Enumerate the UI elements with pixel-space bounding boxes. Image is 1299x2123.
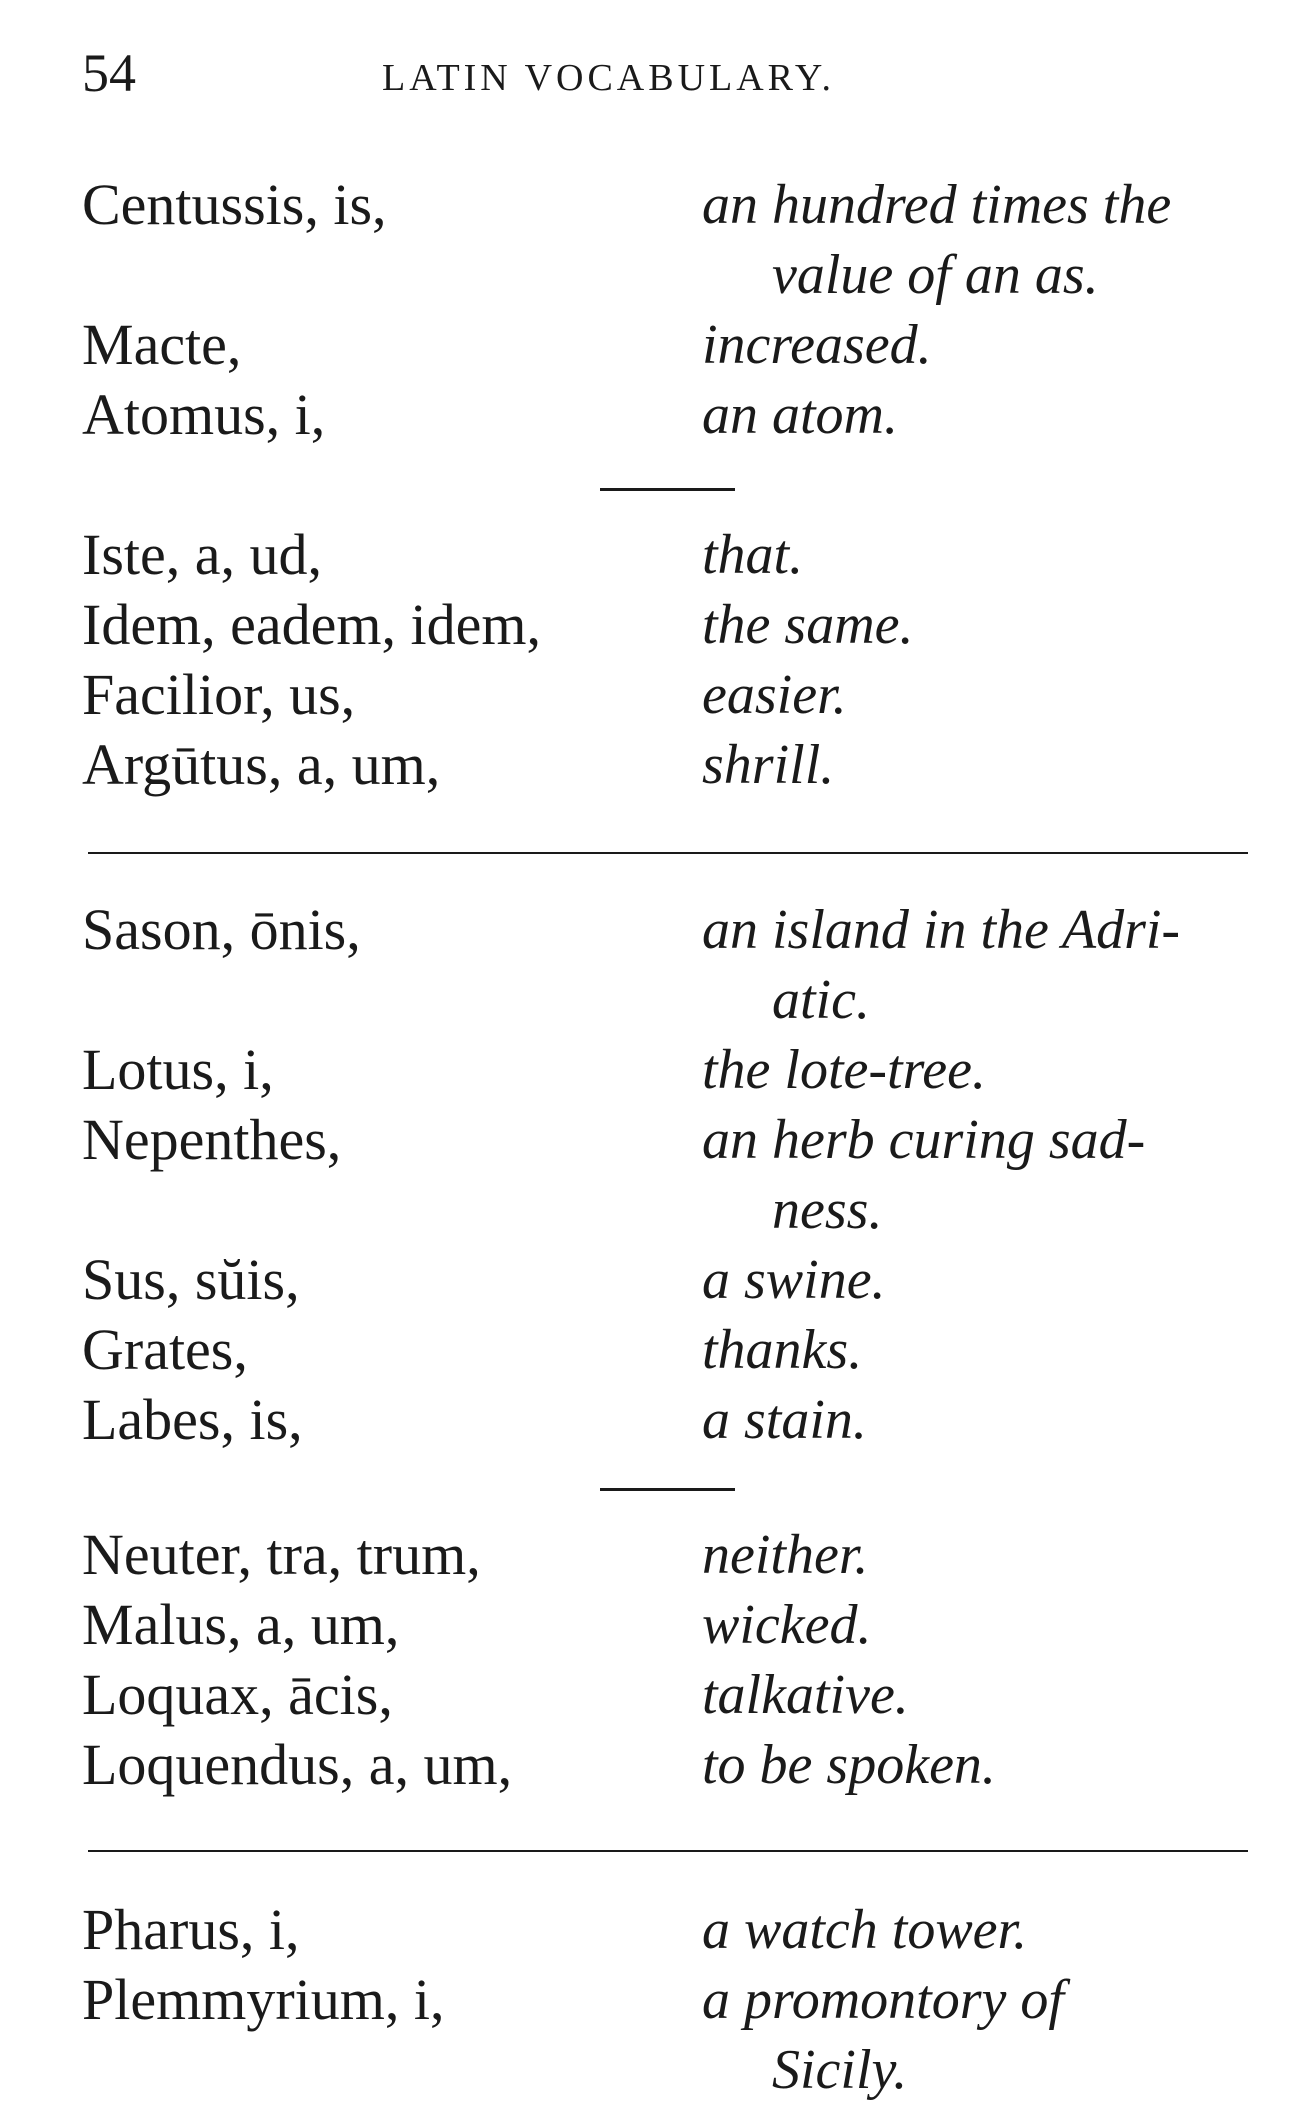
section-long-rule [88,1850,1248,1852]
latin-word: Macte, [82,312,242,377]
english-meaning: a swine. [702,1249,886,1311]
english-meaning: the lote-tree. [702,1039,987,1101]
section-long-rule [88,852,1248,854]
english-meaning [702,170,1262,310]
latin-word: Loquax, ācis, [82,1662,393,1727]
english-meaning: thanks. [702,1319,863,1381]
latin-word: Loquendus, a, um, [82,1732,513,1797]
english-meaning: shrill. [702,734,835,796]
english-meaning: a stain. [702,1389,867,1451]
english-line: a promontory of [702,1969,1064,2031]
page-number: 54 [82,43,136,103]
english-meaning: talkative. [702,1664,909,1726]
english-meaning: to be spoken. [702,1734,996,1796]
english-meaning: wicked. [702,1594,872,1656]
english-meaning [702,1965,1262,2105]
latin-word: Iste, a, ud, [82,522,322,587]
latin-word: Labes, is, [82,1387,303,1452]
english-meaning: that. [702,524,804,586]
english-meaning [702,895,1262,1035]
english-line: an herb curing sad- [702,1109,1146,1171]
english-meaning: neither. [702,1524,869,1586]
english-meaning: the same. [702,594,914,656]
english-meaning: increased. [702,314,932,376]
english-continuation: ness. [772,1179,883,1241]
page-header [82,38,1252,108]
section-short-rule [600,488,735,491]
latin-word: Argūtus, a, um, [82,732,441,797]
latin-word: Nepenthes, [82,1107,342,1172]
section-short-rule [600,1488,735,1491]
latin-word: Atomus, i, [82,382,326,447]
latin-word: Sason, ōnis, [82,897,361,962]
latin-word: Lotus, i, [82,1037,274,1102]
running-title: LATIN VOCABULARY. [382,57,835,99]
latin-word: Sus, sŭis, [82,1247,300,1312]
english-continuation: atic. [772,969,870,1031]
latin-word: Pharus, i, [82,1897,300,1962]
english-meaning: a watch tower. [702,1899,1028,1961]
english-meaning: an atom. [702,384,898,446]
latin-word: Centussis, is, [82,172,387,237]
latin-word: Idem, eadem, idem, [82,592,541,657]
latin-word: Malus, a, um, [82,1592,400,1657]
english-meaning [702,1105,1262,1245]
latin-word: Grates, [82,1317,248,1382]
english-line: an island in the Adri- [702,899,1181,961]
latin-word: Neuter, tra, trum, [82,1522,481,1587]
english-meaning: easier. [702,664,847,726]
latin-word: Facilior, us, [82,662,356,727]
english-continuation: value of an as. [772,244,1099,306]
english-line: an hundred times the [702,174,1172,236]
latin-word: Plemmyrium, i, [82,1967,445,2032]
english-continuation: Sicily. [772,2039,908,2101]
